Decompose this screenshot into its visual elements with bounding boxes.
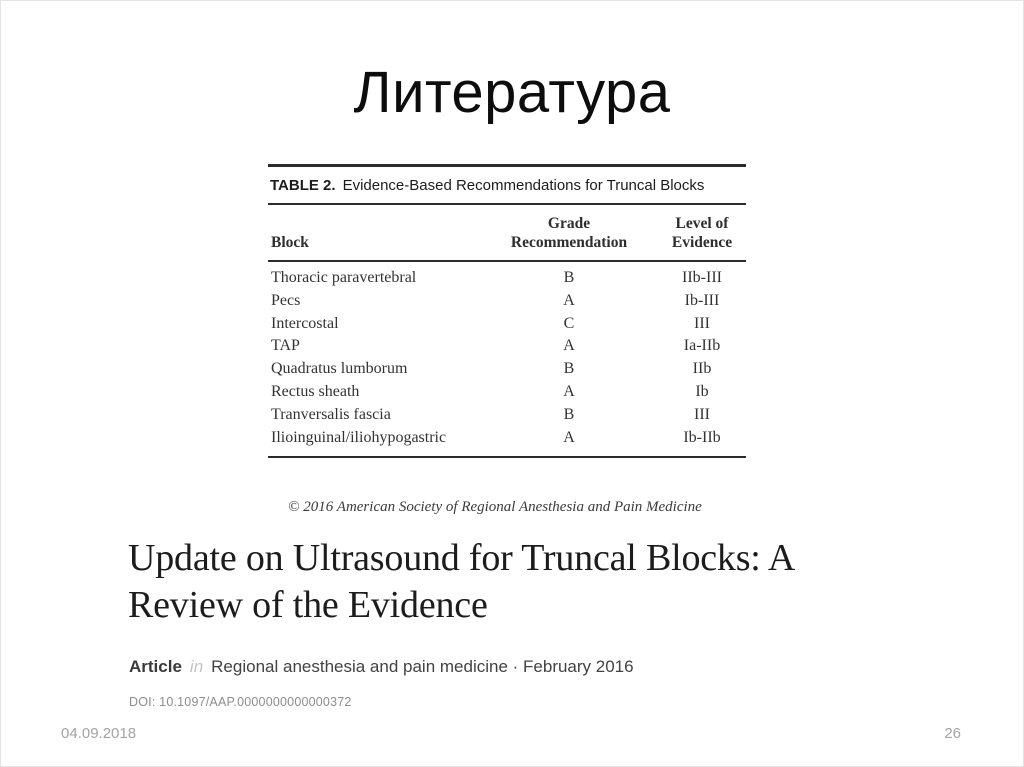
table-caption [268,167,746,203]
cell-block: Rectus sheath [271,382,360,400]
footer-date: 04.09.2018 [61,725,137,742]
cell-block: Quadratus lumborum [271,360,408,378]
article-source: Regional anesthesia and pain medicine · February 2016 [211,657,634,676]
cell-level: Ib-IIb [683,428,721,446]
cell-block: TAP [271,337,300,355]
table-bottom-rule [268,456,746,458]
slide-page-number: 26 [944,725,961,742]
cell-level: IIb [692,360,712,378]
cell-level: III [694,405,710,423]
cell-grade: B [563,269,575,286]
cell-level: III [694,314,710,332]
slide-title: Литература [353,60,671,125]
column-header-level-line2: Evidence [671,234,733,251]
table-row [268,358,746,381]
cell-grade: B [563,405,575,423]
paper-title-line1: Update on Ultrasound for Truncal Blocks: A [128,537,796,579]
table-row [268,381,746,404]
table-row [268,267,746,290]
cell-grade: A [563,382,575,400]
table-row [268,290,746,313]
column-header-block: Block [271,234,309,251]
column-header-level [658,214,746,252]
column-header-grade [480,214,658,252]
article-preposition: in [189,657,204,676]
table-row [268,335,746,358]
column-header-grade-line1: Grade [547,215,591,232]
cell-block: Tranversalis fascia [271,405,391,423]
paper-title-line2: Review of the Evidence [128,584,488,626]
evidence-table [268,164,746,458]
table-row [268,313,746,336]
article-metadata [129,657,634,677]
cell-level: Ib-III [684,291,720,309]
column-header-level-line1: Level of [675,215,729,232]
cell-grade: A [563,291,575,309]
table-caption-text: Evidence-Based Recommendations for Truncal Blocks [342,177,705,194]
table-header-row [268,205,746,260]
table-body [268,262,746,456]
cell-level: IIb-III [682,269,722,286]
article-type-label: Article [129,657,182,676]
cell-block: Intercostal [271,314,339,332]
cell-block: Thoracic paravertebral [271,269,417,286]
table-row [268,427,746,450]
cell-block: Ilioinguinal/iliohypogastric [271,428,447,446]
doi-text: DOI: 10.1097/AAP.0000000000000372 [129,695,352,709]
cell-level: Ia-IIb [683,337,721,355]
paper-title [128,535,795,629]
column-header-grade-line2: Recommendation [510,234,628,251]
cell-grade: C [563,314,575,332]
copyright-line: © 2016 American Society of Regional Anesthesia and Pain Medicine [288,499,702,515]
table-caption-label: TABLE 2. [270,177,336,194]
cell-block: Pecs [271,291,301,309]
table-row [268,404,746,427]
cell-grade: A [563,428,575,446]
cell-grade: B [563,360,575,378]
cell-level: Ib [695,382,709,400]
cell-grade: A [563,337,575,355]
